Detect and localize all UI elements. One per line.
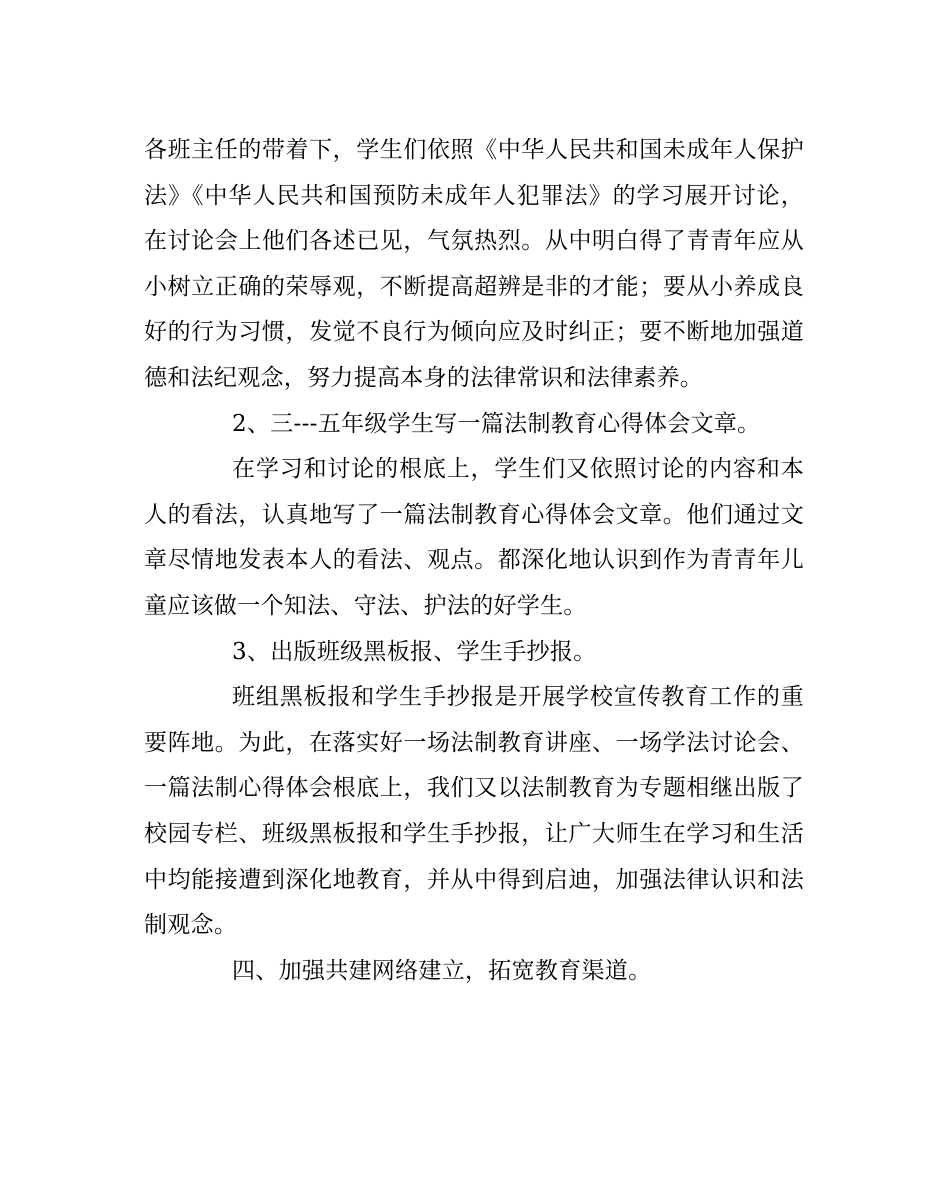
paragraph-item-3-heading: 3、出版班级黑板报、学生手抄报。: [232, 638, 597, 665]
document-body: [144, 128, 804, 994]
paragraph-item-2-heading: 2、三---五年级学生写一篇法制教育心得体会文章。: [232, 410, 761, 437]
paragraph-continuation: 各班主任的带着下，学生们依照《中华人民共和国未成年人保护法》《中华人民共和国预防未成年人犯罪法》的学习展开讨论，在讨论会上他们各述已见，气氛热烈。从中明白得了青青年应从小树立正确的荣辱观，不断提高超辨是非的才能；要从小养成良好的行为习惯，发觉不良行为倾向应及时纠正；要不断地加强道德和法纪观念，努力提高本身的法律常识和法律素养。: [144, 137, 804, 391]
paragraph-item-3-body: 班组黑板报和学生手抄报是开展学校宣传教育工作的重要阵地。为此，在落实好一场法制教育讲座、一场学法讨论会、一篇法制心得体会根底上，我们又以法制教育为专题相继出版了校园专栏、班级黑板报和学生手抄报，让广大师生在学习和生活中均能接遭到深化地教育，并从中得到启迪，加强法律认识和法制观念。: [144, 684, 804, 939]
paragraph-item-2-body: 在学习和讨论的根底上，学生们又依照讨论的内容和本人的看法，认真地写了一篇法制教育心得体会文章。他们通过文章尽情地发表本人的看法、观点。都深化地认识到作为青青年儿童应该做一个知法、守法、护法的好学生。: [144, 456, 804, 619]
section-heading-4: 四、加强共建网络建立，拓宽教育渠道。: [232, 957, 652, 984]
